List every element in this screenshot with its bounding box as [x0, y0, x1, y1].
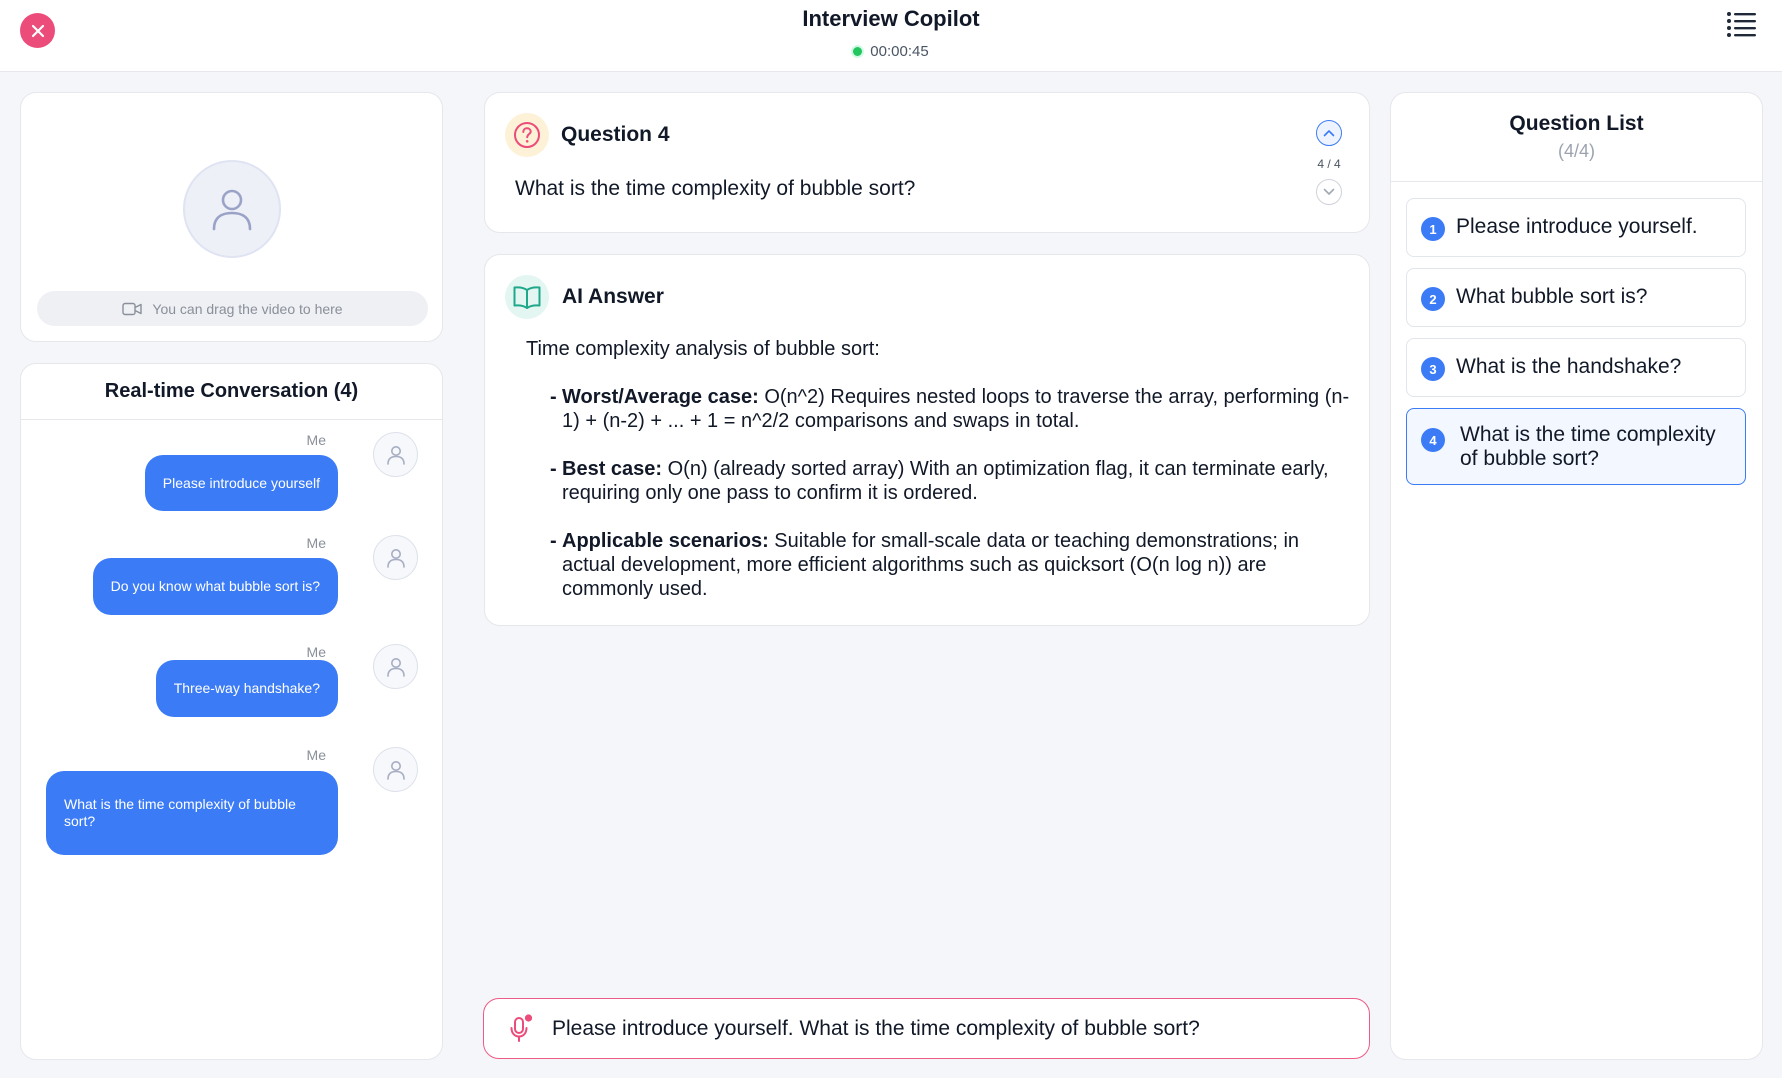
message-avatar	[373, 747, 418, 792]
video-drop-zone[interactable]	[37, 291, 428, 326]
user-icon	[384, 655, 408, 679]
message-avatar	[373, 535, 418, 580]
message-bubble: Three-way handshake?	[156, 660, 338, 717]
user-icon	[207, 184, 257, 234]
menu-button[interactable]	[1726, 10, 1758, 38]
timer-value: 00:00:45	[870, 43, 929, 60]
message-sender: Me	[306, 747, 326, 763]
question-number-badge: 2	[1421, 287, 1445, 311]
answer-point-label: Applicable scenarios:	[562, 530, 769, 552]
answer-title: AI Answer	[562, 285, 664, 308]
chevron-up-icon	[1323, 129, 1335, 137]
user-icon	[384, 546, 408, 570]
user-icon	[384, 758, 408, 782]
answer-point-text: O(n^2) Requires nested loops to traverse the array, performing (n-1) + (n-2) + ... + 1 = n^2/2 comparisons and swaps in total.	[562, 386, 1350, 432]
list-menu-icon	[1726, 10, 1758, 38]
question-text: What is the time complexity of bubble sort?	[515, 177, 916, 200]
question-position: 4 / 4	[1317, 157, 1341, 171]
session-timer	[0, 43, 1782, 60]
answer-point	[526, 529, 1356, 601]
answer-point-label: Best case:	[562, 458, 663, 480]
question-list-header	[1391, 93, 1762, 182]
question-list-item[interactable]	[1406, 338, 1746, 397]
message-sender: Me	[306, 432, 326, 448]
chat-message	[58, 747, 418, 857]
question-number-badge: 3	[1421, 357, 1445, 381]
question-list-item-active[interactable]	[1406, 408, 1746, 485]
message-bubble: What is the time complexity of bubble sort?	[46, 771, 338, 855]
open-book-icon	[512, 284, 542, 310]
chat-message	[58, 644, 418, 734]
bullet-dash: -	[550, 458, 557, 480]
question-list-title: Question List	[1509, 112, 1644, 135]
answer-point-label: Worst/Average case:	[562, 386, 759, 408]
question-number-badge: 4	[1421, 428, 1445, 452]
question-circle-icon	[512, 120, 542, 150]
answer-intro: Time complexity analysis of bubble sort:	[526, 338, 880, 360]
conversation-panel	[20, 363, 443, 1060]
video-camera-icon	[122, 302, 142, 316]
message-avatar	[373, 432, 418, 477]
chevron-down-icon	[1323, 188, 1335, 196]
voice-transcript-bar[interactable]	[483, 998, 1370, 1059]
answer-point	[526, 457, 1356, 505]
question-title: Question 4	[561, 123, 670, 146]
question-number-badge: 1	[1421, 217, 1445, 241]
message-avatar	[373, 644, 418, 689]
answer-point-text: Suitable for small-scale data or teaching demonstrations; in actual development, more efficient algorithms such as quicksort (O(n log n)) are commonly used.	[562, 530, 1300, 600]
microphone-button[interactable]	[504, 1012, 538, 1046]
question-icon-badge	[505, 113, 549, 157]
microphone-icon	[504, 1012, 538, 1046]
question-list-label: What is the time complexity of bubble sort?	[1460, 423, 1716, 470]
recording-status-dot	[853, 47, 862, 56]
question-list-panel	[1390, 92, 1763, 1060]
question-list-label: What is the handshake?	[1456, 355, 1682, 378]
chat-message	[58, 432, 418, 522]
video-avatar	[183, 160, 281, 258]
bullet-dash: -	[550, 386, 557, 408]
top-bar	[0, 0, 1782, 72]
message-sender: Me	[306, 535, 326, 551]
question-list-count: (4/4)	[1557, 141, 1595, 161]
answer-body	[526, 337, 1356, 625]
question-list-label: What bubble sort is?	[1456, 285, 1648, 308]
answer-icon-badge	[505, 275, 549, 319]
bullet-dash: -	[550, 530, 557, 552]
video-panel	[20, 92, 443, 342]
answer-point	[526, 385, 1356, 433]
previous-question-button[interactable]	[1316, 120, 1342, 146]
conversation-title: Real-time Conversation (4)	[21, 364, 442, 420]
question-list-item[interactable]	[1406, 198, 1746, 257]
question-list-item[interactable]	[1406, 268, 1746, 327]
message-sender: Me	[306, 644, 326, 660]
current-question-panel	[484, 92, 1370, 233]
next-question-button[interactable]	[1316, 179, 1342, 205]
answer-point-text: O(n) (already sorted array) With an optimization flag, it can terminate early, requiring only one pass to confirm it is ordered.	[562, 458, 1329, 504]
voice-transcript-text: Please introduce yourself. What is the time complexity of bubble sort?	[552, 1016, 1200, 1040]
question-list-label: Please introduce yourself.	[1456, 215, 1698, 238]
app-title: Interview Copilot	[802, 6, 980, 31]
message-bubble: Do you know what bubble sort is?	[93, 558, 338, 615]
video-drop-hint: You can drag the video to here	[152, 300, 343, 317]
user-icon	[384, 443, 408, 467]
chat-message	[58, 535, 418, 625]
ai-answer-panel	[484, 254, 1370, 626]
message-bubble: Please introduce yourself	[145, 455, 338, 511]
